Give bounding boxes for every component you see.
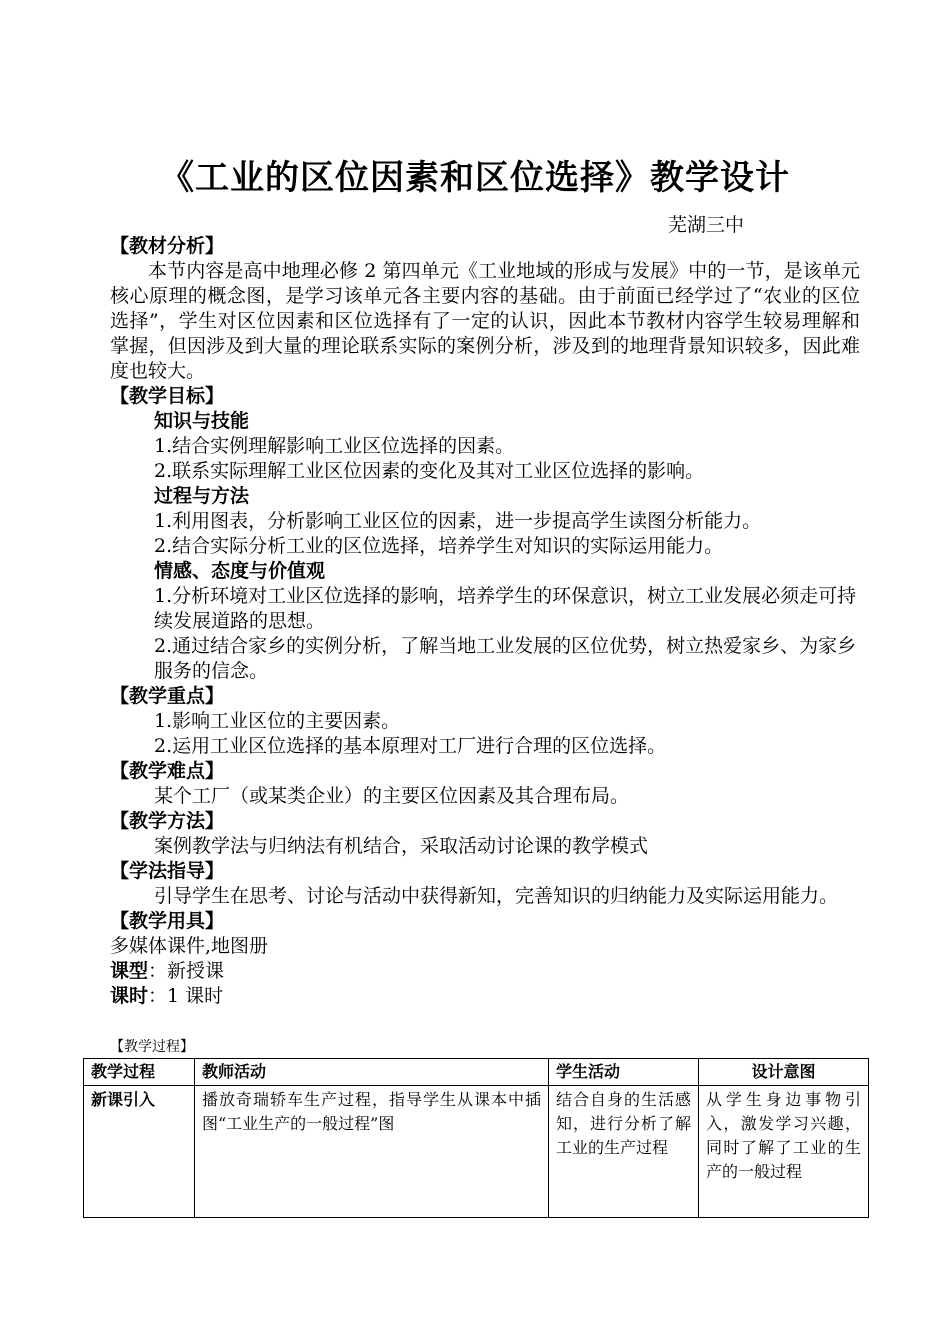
table-row: [84, 1086, 869, 1218]
list-item: 2.结合实际分析工业的区位选择，培养学生对知识的实际运用能力。: [154, 535, 724, 557]
lesson-hours-colon: ：: [148, 985, 168, 1007]
lesson-type-value: 新授课: [167, 960, 225, 982]
learning-guide-text: 引导学生在思考、讨论与活动中获得新知，完善知识的归纳能力及实际运用能力。: [154, 885, 839, 907]
column-header: 教师活动: [195, 1059, 549, 1086]
column-header: 设计意图: [699, 1059, 869, 1086]
list-item: 1.影响工业区位的主要因素。: [154, 710, 401, 732]
section-heading-tools: 【教学用具】: [110, 910, 225, 932]
subheading-process: 过程与方法: [154, 485, 250, 507]
lesson-type-line: [110, 959, 860, 984]
document-body: [110, 234, 860, 1009]
section-heading-learning-guide: 【学法指导】: [110, 860, 225, 882]
table-cell: 播放奇瑞轿车生产过程，指导学生从课本中插图“工业生产的一般过程”图: [195, 1086, 549, 1218]
table-caption: 【教学过程】: [110, 1039, 194, 1055]
list-item: 2.联系实际理解工业区位因素的变化及其对工业区位选择的影响。: [154, 460, 705, 482]
school-name: 芜湖三中: [668, 214, 745, 236]
table-cell: 结合自身的生活感知，进行分析了解工业的生产过程: [549, 1086, 699, 1218]
list-item: 2.通过结合家乡的实例分析，了解当地工业发展的区位优势，树立热爱家乡、为家乡服务的信念。: [154, 635, 857, 682]
methods-text: 案例教学法与归纳法有机结合，采取活动讨论课的教学模式: [154, 835, 649, 857]
section-heading-objectives: 【教学目标】: [110, 385, 225, 407]
lesson-hours-label: 课时: [110, 985, 149, 1007]
column-header: 教学过程: [84, 1059, 195, 1086]
difficulties-text: 某个工厂（或某类企业）的主要区位因素及其合理布局。: [154, 785, 630, 807]
table-cell: 新课引入: [84, 1086, 195, 1218]
list-item: 1.利用图表，分析影响工业区位的因素，进一步提高学生读图分析能力。: [154, 510, 762, 532]
lesson-hours-line: [110, 984, 860, 1009]
section-heading-material: 【教材分析】: [110, 235, 225, 257]
subheading-emotion: 情感、态度与价值观: [154, 560, 326, 582]
section-heading-key-points: 【教学重点】: [110, 685, 225, 707]
table-cell: 从学生身边事物引入，激发学习兴趣，同时了解了工业的生产的一般过程: [699, 1086, 869, 1218]
section-heading-difficulties: 【教学难点】: [110, 760, 225, 782]
column-header: 学生活动: [549, 1059, 699, 1086]
section-heading-methods: 【教学方法】: [110, 810, 225, 832]
subheading-knowledge: 知识与技能: [154, 410, 250, 432]
lesson-type-label: 课型: [110, 960, 149, 982]
document-title: 《工业的区位因素和区位选择》教学设计: [160, 158, 790, 198]
list-item: 1.分析环境对工业区位选择的影响，培养学生的环保意识，树立工业发展必须走可持续发展道路的思想。: [154, 585, 857, 632]
list-item: 2.运用工业区位选择的基本原理对工厂进行合理的区位选择。: [154, 735, 667, 757]
teaching-process-table: [83, 1058, 869, 1218]
table-header-row: [84, 1059, 869, 1086]
tools-text: 多媒体课件,地图册: [110, 935, 269, 957]
material-analysis-text: 本节内容是高中地理必修 2 第四单元《工业地域的形成与发展》中的一节，是该单元核心原理的概念图，是学习该单元各主要内容的基础。由于前面已经学过了“农业的区位选择”，学生对区位因素和区位选择有了一定的认识，因此本节教材内容学生较易理解和掌握，但因涉及到大量的理论联系实际的案例分析，涉及到的地理背景知识较多，因此难度也较大。: [110, 260, 860, 382]
lesson-hours-value: 1 课时: [167, 985, 224, 1007]
list-item: 1.结合实例理解影响工业区位选择的因素。: [154, 435, 515, 457]
lesson-type-colon: ：: [148, 960, 168, 982]
